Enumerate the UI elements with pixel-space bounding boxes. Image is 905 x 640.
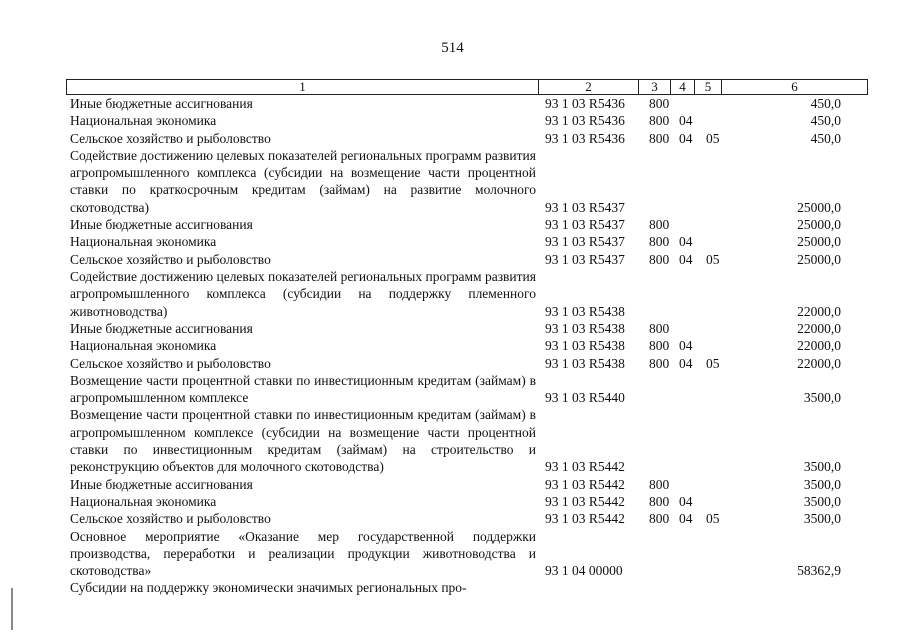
- row-description: Возмещение части процентной ставки по инвестиционным кредитам (займам) в агропромышленном комплексе: [70, 372, 536, 406]
- table-row: [0, 147, 905, 216]
- row-target-code: 93 1 03 R5436: [545, 130, 625, 146]
- table-row: [0, 510, 905, 527]
- row-expense-type: 800: [649, 476, 670, 492]
- row-amount: 450,0: [810, 113, 841, 129]
- row-amount: 22000,0: [797, 355, 841, 371]
- header-col-4: 4: [671, 80, 695, 94]
- row-target-code: 93 1 03 R5438: [545, 320, 625, 336]
- row-expense-type: 800: [649, 96, 670, 111]
- row-amount: 58362,9: [797, 563, 841, 579]
- table-row: [0, 233, 905, 250]
- header-col-2: 2: [539, 80, 639, 94]
- row-expense-type: 800: [649, 493, 670, 509]
- row-description: Сельское хозяйство и рыболовство: [70, 511, 271, 527]
- row-target-code: 93 1 03 R5438: [545, 355, 625, 371]
- row-section: 04: [679, 251, 693, 267]
- row-target-code: 93 1 03 R5438: [545, 338, 625, 354]
- row-description: Сельское хозяйство и рыболовство: [70, 355, 271, 371]
- row-expense-type: 800: [649, 511, 670, 527]
- row-amount: 22000,0: [797, 338, 841, 354]
- row-amount: 25000,0: [797, 199, 841, 215]
- row-description: Содействие достижению целевых показателей региональных программ развития агропромышленного комплекса (субсидии на возмещение части процентной ставки по краткосрочным кредитам (займам) на развитие молочного скотоводства): [70, 147, 536, 215]
- row-amount: 3500,0: [803, 493, 841, 509]
- row-description: Содействие достижению целевых показателей региональных программ развития агропромышленного комплекса (субсидии на поддержку племенного животноводства): [70, 269, 536, 319]
- table-row: [0, 355, 905, 372]
- row-description: Субсидии на поддержку экономически значимых региональных про-: [70, 580, 467, 596]
- row-subsection: 05: [706, 511, 720, 527]
- row-expense-type: 800: [649, 251, 670, 267]
- row-amount: 25000,0: [797, 234, 841, 250]
- row-amount: 25000,0: [797, 251, 841, 267]
- row-section: 04: [679, 113, 693, 129]
- row-expense-type: 800: [649, 338, 670, 354]
- row-expense-type: 800: [649, 320, 670, 336]
- row-target-code: 93 1 03 R5437: [545, 217, 625, 233]
- row-description: Основное мероприятие «Оказание мер государственной поддержки производства, переработки и реализации продукции животноводства и скотоводства»: [70, 528, 536, 579]
- table-row: [0, 268, 905, 320]
- row-target-code: 93 1 03 R5437: [545, 199, 625, 215]
- table-row: [0, 216, 905, 233]
- row-description: Национальная экономика: [70, 234, 217, 250]
- row-target-code: 93 1 03 R5440: [545, 390, 625, 406]
- row-expense-type: 800: [649, 130, 670, 146]
- table-row: [0, 476, 905, 493]
- row-target-code: 93 1 03 R5438: [545, 303, 625, 319]
- row-amount: 3500,0: [803, 459, 841, 475]
- row-subsection: 05: [706, 251, 720, 267]
- row-section: 04: [679, 130, 693, 146]
- row-description: Иные бюджетные ассигнования: [70, 320, 253, 336]
- row-amount: 22000,0: [797, 320, 841, 336]
- row-subsection: 05: [706, 130, 720, 146]
- header-col-3: 3: [639, 80, 671, 94]
- row-section: 04: [679, 511, 693, 527]
- row-amount: 450,0: [810, 130, 841, 146]
- row-amount: 22000,0: [797, 303, 841, 319]
- table-row: [0, 372, 905, 407]
- table-row: [0, 251, 905, 268]
- row-amount: 3500,0: [803, 476, 841, 492]
- scan-edge-mark: [11, 588, 13, 630]
- row-expense-type: 800: [649, 355, 670, 371]
- row-description: Иные бюджетные ассигнования: [70, 476, 253, 492]
- row-target-code: 93 1 04 00000: [545, 563, 623, 579]
- table-row: [0, 320, 905, 337]
- row-target-code: 93 1 03 R5442: [545, 459, 625, 475]
- header-col-1: 1: [67, 80, 539, 94]
- row-description: Национальная экономика: [70, 338, 217, 354]
- row-subsection: 05: [706, 355, 720, 371]
- header-col-6: 6: [791, 79, 798, 94]
- row-target-code: 93 1 03 R5442: [545, 511, 625, 527]
- table-row: [0, 337, 905, 354]
- table-row: [0, 528, 905, 580]
- row-section: 04: [679, 234, 693, 250]
- row-target-code: 93 1 03 R5436: [545, 96, 625, 111]
- header-col-5: 5: [695, 80, 722, 94]
- row-target-code: 93 1 03 R5442: [545, 476, 625, 492]
- row-amount: 3500,0: [803, 390, 841, 406]
- row-section: 04: [679, 338, 693, 354]
- row-description: Возмещение части процентной ставки по инвестиционным кредитам (займам) в агропромышленном комплексе (субсидии на возмещение части процентной ставки по инвестиционным кредитам (займам) на строительство и реконструкцию объектов для молочного скотоводства): [70, 407, 536, 475]
- row-expense-type: 800: [649, 113, 670, 129]
- row-target-code: 93 1 03 R5437: [545, 251, 625, 267]
- table-row: [0, 112, 905, 129]
- row-target-code: 93 1 03 R5437: [545, 234, 625, 250]
- table-row: [0, 493, 905, 510]
- row-section: 04: [679, 355, 693, 371]
- row-amount: 3500,0: [803, 511, 841, 527]
- row-description: Сельское хозяйство и рыболовство: [70, 251, 271, 267]
- row-description: Национальная экономика: [70, 493, 217, 509]
- row-target-code: 93 1 03 R5436: [545, 113, 625, 129]
- table-row: [0, 130, 905, 147]
- row-amount: 25000,0: [797, 217, 841, 233]
- table-row: [0, 579, 905, 596]
- row-expense-type: 800: [649, 234, 670, 250]
- row-description: Иные бюджетные ассигнования: [70, 96, 253, 111]
- row-amount: 450,0: [810, 96, 841, 111]
- row-description: Национальная экономика: [70, 113, 217, 129]
- row-description: Сельское хозяйство и рыболовство: [70, 130, 271, 146]
- row-description: Иные бюджетные ассигнования: [70, 217, 253, 233]
- row-section: 04: [679, 493, 693, 509]
- row-target-code: 93 1 03 R5442: [545, 493, 625, 509]
- page-number: 514: [441, 40, 464, 56]
- table-row: [0, 95, 905, 112]
- table-header: [66, 79, 868, 95]
- row-expense-type: 800: [649, 217, 670, 233]
- table-row: [0, 406, 905, 475]
